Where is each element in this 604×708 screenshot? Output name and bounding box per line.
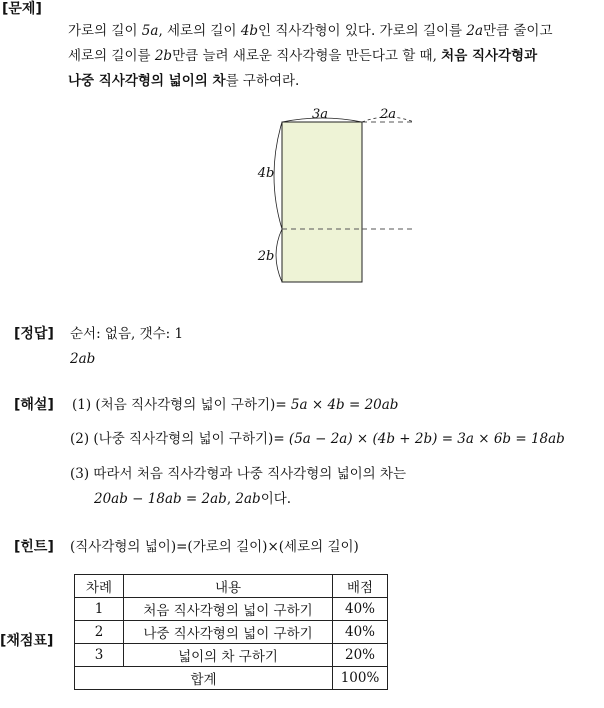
math: 5a × 4b = 20ab bbox=[290, 397, 399, 413]
brace-side-lower bbox=[276, 229, 282, 282]
row-content: 처음 직사각형의 넓이 구하기 bbox=[124, 598, 333, 621]
solution-step-3: (3) 따라서 처음 직사각형과 나중 직사각형의 넓이의 차는 bbox=[70, 466, 407, 482]
label-top-right: 2a bbox=[379, 107, 397, 122]
text: , 세로의 길이 bbox=[158, 23, 241, 39]
table-row bbox=[75, 598, 388, 621]
problem-label: [문제] bbox=[2, 1, 42, 17]
math: 5a bbox=[141, 23, 159, 39]
rubric-table bbox=[74, 574, 388, 690]
text: (1) (처음 직사각형의 넓이 구하기)= bbox=[72, 397, 291, 413]
text: , bbox=[226, 491, 236, 507]
row-no: 1 bbox=[75, 598, 124, 621]
table-row bbox=[75, 644, 388, 667]
row-content: 넓이의 차 구하기 bbox=[124, 644, 333, 667]
row-no: 2 bbox=[75, 621, 124, 644]
solution-label: [해설] bbox=[14, 397, 54, 413]
row-score: 40% bbox=[333, 621, 388, 644]
table-total-row bbox=[75, 667, 388, 690]
solution-step-3-result bbox=[94, 490, 291, 508]
text: 인 직사각형이 있다. 가로의 길이를 bbox=[258, 23, 467, 39]
answer-label: [정답] bbox=[14, 326, 54, 342]
math: 20ab − 18ab = 2ab bbox=[94, 491, 227, 507]
rubric-label: [채점표] bbox=[0, 633, 54, 649]
problem-line-1 bbox=[68, 22, 553, 40]
table-header-row bbox=[75, 575, 388, 598]
math: 2b bbox=[154, 48, 173, 64]
header-no: 차례 bbox=[75, 575, 124, 598]
label-side-upper: 4b bbox=[257, 166, 275, 181]
total-score: 100% bbox=[333, 667, 388, 690]
table-row bbox=[75, 621, 388, 644]
row-no: 3 bbox=[75, 644, 124, 667]
row-score: 40% bbox=[333, 598, 388, 621]
label-side-lower: 2b bbox=[257, 249, 275, 264]
solution-step-2 bbox=[70, 430, 565, 448]
problem-line-2 bbox=[68, 47, 537, 65]
math: 2a bbox=[466, 23, 484, 39]
answer-value: 2ab bbox=[70, 351, 96, 367]
total-label: 합계 bbox=[75, 667, 333, 690]
math: 4b bbox=[240, 23, 259, 39]
row-content: 나중 직사각형의 넓이 구하기 bbox=[124, 621, 333, 644]
emphasis-text: 처음 직사각형과 bbox=[441, 48, 538, 64]
math: (5a − 2a) × (4b + 2b) = 3a × 6b = 18ab bbox=[288, 431, 565, 447]
rectangle-diagram bbox=[250, 104, 430, 286]
emphasis-text: 나중 직사각형의 넓이의 차 bbox=[68, 73, 226, 89]
rectangle-shape bbox=[282, 122, 362, 282]
solution-step-1 bbox=[72, 396, 398, 414]
hint-label: [힌트] bbox=[14, 539, 54, 555]
label-top-left: 3a bbox=[311, 107, 329, 122]
text: 만큼 늘려 새로운 직사각형을 만든다고 할 때, bbox=[172, 48, 442, 64]
brace-side-upper bbox=[274, 122, 282, 229]
text: 를 구하여라. bbox=[225, 73, 300, 89]
text: 이다. bbox=[260, 491, 292, 507]
math: 2ab bbox=[235, 491, 261, 507]
header-score: 배점 bbox=[333, 575, 388, 598]
problem-line-3 bbox=[68, 72, 299, 90]
answer-meta: 순서: 없음, 갯수: 1 bbox=[70, 326, 184, 342]
text: 세로의 길이를 bbox=[68, 48, 155, 64]
header-content: 내용 bbox=[124, 575, 333, 598]
text: 가로의 길이 bbox=[68, 23, 142, 39]
text: (2) (나중 직사각형의 넓이 구하기)= bbox=[70, 431, 289, 447]
hint-text: (직사각형의 넓이)=(가로의 길이)×(세로의 길이) bbox=[70, 539, 359, 555]
text: 만큼 줄이고 bbox=[483, 23, 553, 39]
row-score: 20% bbox=[333, 644, 388, 667]
